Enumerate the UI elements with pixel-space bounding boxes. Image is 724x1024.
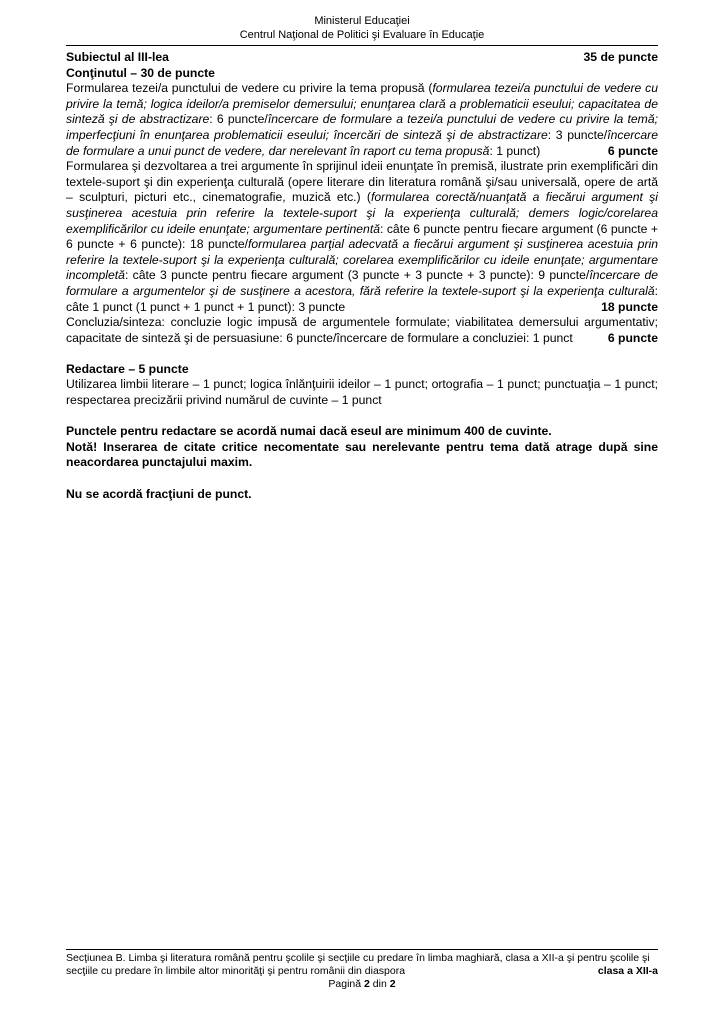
redactare-title: Redactare – 5 puncte xyxy=(66,361,189,376)
note-citations: Notă! Inserarea de citate critice necomentate sau nerelevante pentru tema dată atrage după sine neacordarea punctajului maxim. xyxy=(66,439,658,470)
ministry-name: Ministerul Educaţiei xyxy=(314,15,410,27)
footer-class: clasa a XII-a xyxy=(597,965,658,977)
content-section-title: Conţinutul – 30 de puncte xyxy=(66,65,215,80)
note-no-fractions: Nu se acordă fracţiuni de punct. xyxy=(66,486,252,501)
criterion-conclusion-points: 6 puncte xyxy=(607,330,658,345)
subject-heading xyxy=(66,50,658,66)
criterion-arguments: Formularea şi dezvoltarea a trei argumente în sprijinul ideii enunţate în premisă, ilustrate prin exemplificări din textele-suport şi din experienţa culturală (opere literare din literatura română şi/sau universală, opere de artă – sculpturi, picturi etc., cinematografie, muzică etc.) (formularea corectă/nuanţată a fiecărui argument şi susţinerea acestuia prin referire la textele-suport şi la experienţa culturală; demers logic/corelarea exemplificărilor cu ideile enunţate; argumentare pertinentă: câte 6 puncte pentru fiecare argument (6 puncte + 6 puncte + 6 puncte): 18 puncte/formularea parţial adecvată a fiecărui argument şi susţinerea acestuia prin referire la textele-suport şi la experienţa culturală; corelarea exemplificărilor cu ideile enunţate; argumentare incompletă: câte 3 puncte pentru fiecare argument (3 puncte + 3 puncte + 3 puncte): 9 puncte/încercare de formulare a argumentelor şi de susţinere a acestora, fără referire la textele-suport şi la experienţa culturală: câte 1 punct (1 punct + 1 punct + 1 punct): 3 puncte 18 puncte xyxy=(66,159,659,314)
page-footer xyxy=(66,952,658,991)
subject-points: 35 de puncte xyxy=(583,50,658,64)
page-number: Pagină 2 din 2 xyxy=(328,978,396,990)
footer-section-line2: secţiile cu predare în limbile altor minorităţi şi pentru românii din diaspora xyxy=(66,965,406,977)
redactare-text: Utilizarea limbii literare – 1 punct; logica înlănţuirii ideilor – 1 punct; ortografia – 1 punct; punctuaţia – 1 punct; respectarea precizării privind numărul de cuvinte – 1 punct xyxy=(66,377,658,408)
header-divider xyxy=(66,45,658,46)
main-content xyxy=(66,50,658,502)
note-minimum-words: Punctele pentru redactare se acordă numai dacă eseul are minimum 400 de cuvinte. xyxy=(66,424,552,439)
subject-title: Subiectul al III-lea xyxy=(66,50,169,64)
center-name: Centrul Naţional de Politici şi Evaluare în Educaţie xyxy=(239,29,485,41)
criterion-arguments-points: 18 puncte xyxy=(601,299,658,314)
footer-divider xyxy=(66,949,658,950)
criterion-conclusion: Concluzia/sinteza: concluzie logic impusă de argumentele formulate; viabilitatea demersului argumentativ; capacitate de sinteză şi de persuasiune: 6 puncte/încercare de formulare a concluziei: 1 punct 6 puncte xyxy=(66,315,658,345)
criterion-thesis-points: 6 puncte xyxy=(607,143,658,158)
footer-section-line1: Secţiunea B. Limba şi literatura română pentru şcolile şi secţiile cu predare în limba maghiară, clasa a XII-a şi pentru şcolile şi xyxy=(66,952,650,964)
criterion-thesis: Formularea tezei/a punctului de vedere cu privire la tema propusă (formularea tezei/a punctului de vedere cu privire la temă; logica ideilor/a premiselor demersului; enunţarea clară a problematicii eseului; capacitatea de sinteză şi de abstractizare: 6 puncte/încercare de formulare a tezei/a punctului de vedere cu privire la temă; imperfecţiuni în enunţarea problematicii eseului; încercări de sinteză şi de abstractizare: 3 puncte/încercare de formulare a unui punct de vedere, dar nerelevant în raport cu tema propusă: 1 punct) 6 puncte xyxy=(66,81,658,158)
page-header xyxy=(66,14,658,42)
